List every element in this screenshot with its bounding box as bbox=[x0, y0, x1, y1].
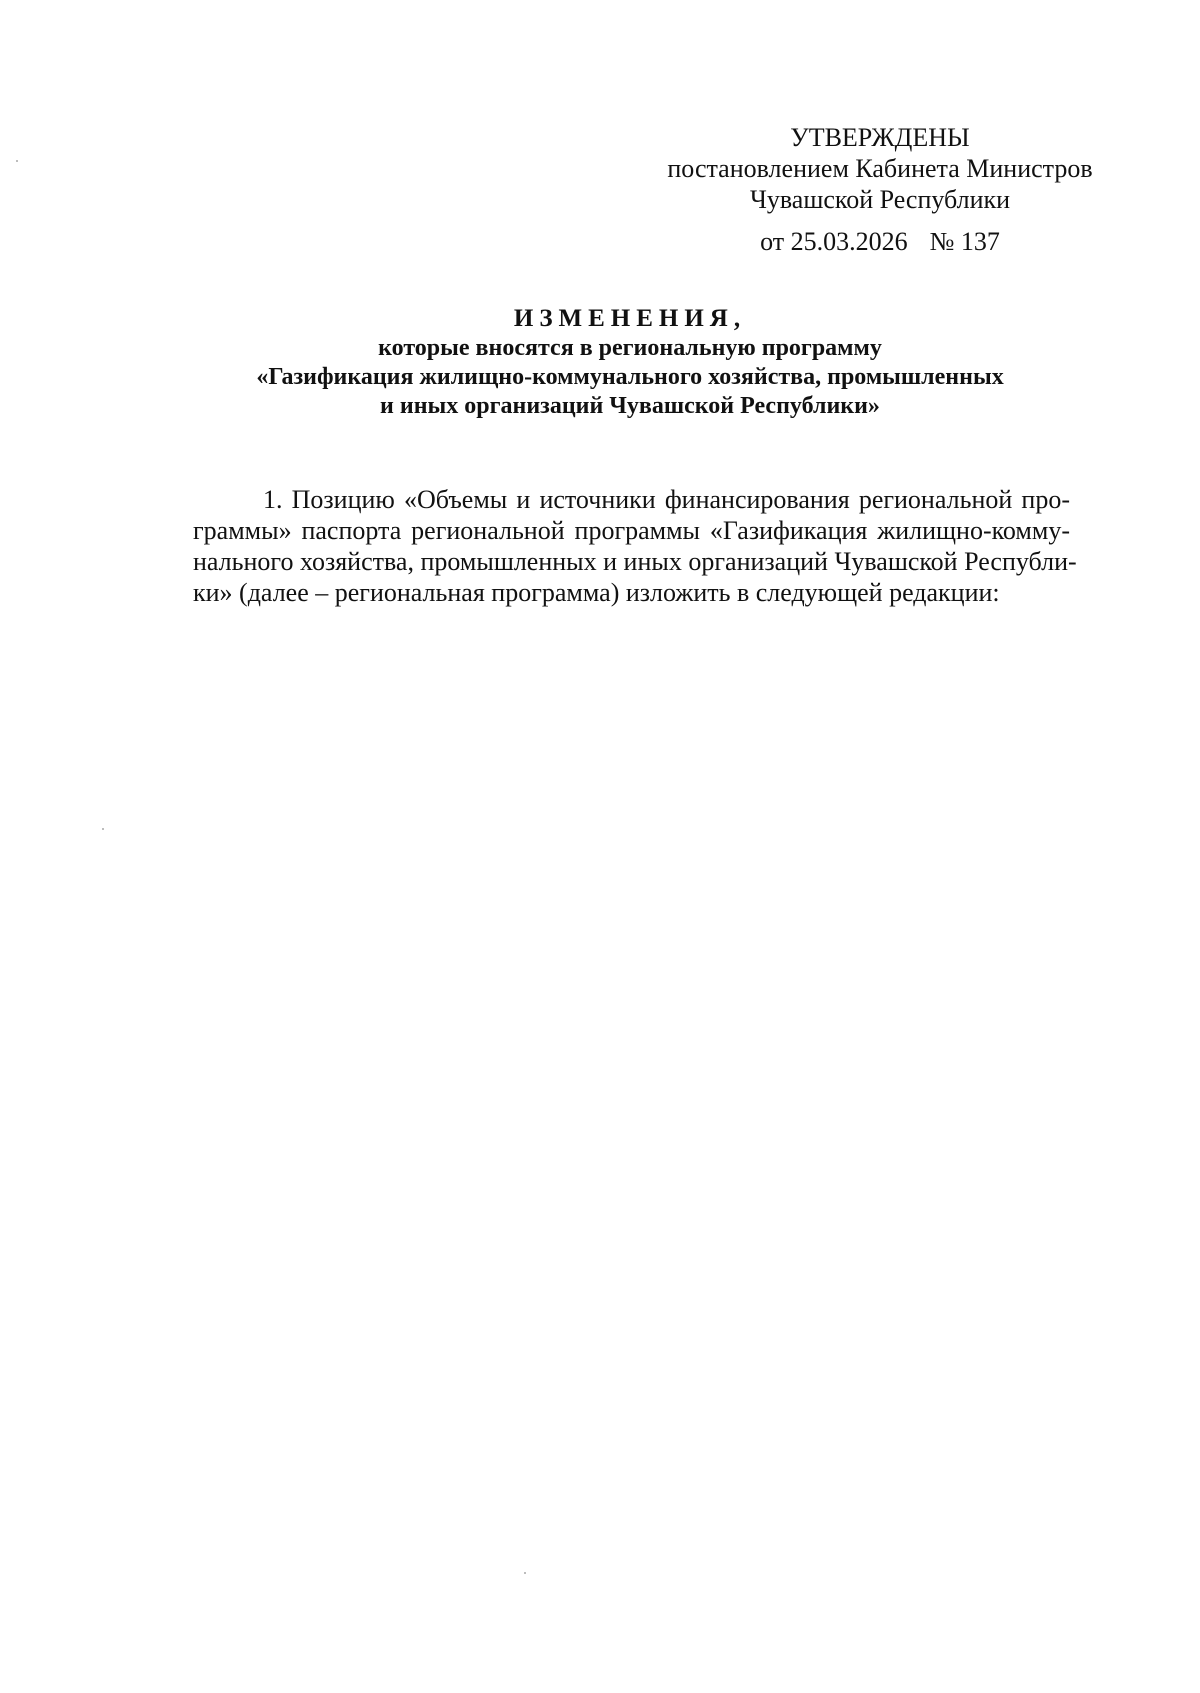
approval-republic-line: Чувашской Республики bbox=[749, 185, 1011, 214]
document-subtitle-line-2: «Газификация жилищно-коммунального хозяйства, промышленных bbox=[256, 364, 1004, 390]
document-subtitle-line-1: которые вносятся в региональную программу bbox=[378, 335, 882, 361]
paragraph-1-line-3: нального хозяйства, промышленных и иных организаций Чувашской Республи- bbox=[193, 547, 1077, 576]
paragraph-1-line-2: граммы» паспорта региональной программы «Газификация жилищно-комму- bbox=[193, 516, 1070, 545]
approval-date: от 25.03.2026 bbox=[760, 227, 908, 256]
document-title: ИЗМЕНЕНИЯ, bbox=[513, 305, 747, 332]
approval-heading: УТВЕРЖДЕНЫ bbox=[790, 123, 970, 152]
approval-date-line bbox=[660, 226, 1100, 257]
paragraph-1-line-4: ки» (далее – региональная программа) изложить в следующей редакции: bbox=[193, 578, 1000, 607]
scan-speck bbox=[524, 1572, 526, 1574]
scan-speck bbox=[102, 828, 104, 830]
approval-stamp-block bbox=[660, 122, 1100, 257]
approval-authority-line: постановлением Кабинета Министров bbox=[667, 154, 1093, 183]
scan-speck bbox=[16, 160, 18, 162]
document-title-block bbox=[190, 304, 1070, 421]
paragraph-1-line-1: 1. Позицию «Объемы и источники финансирования региональной про- bbox=[263, 485, 1070, 514]
document-subtitle-line-3: и иных организаций Чувашской Республики» bbox=[380, 393, 880, 419]
paragraph-1 bbox=[193, 484, 1077, 608]
approval-number: № 137 bbox=[929, 227, 1000, 256]
